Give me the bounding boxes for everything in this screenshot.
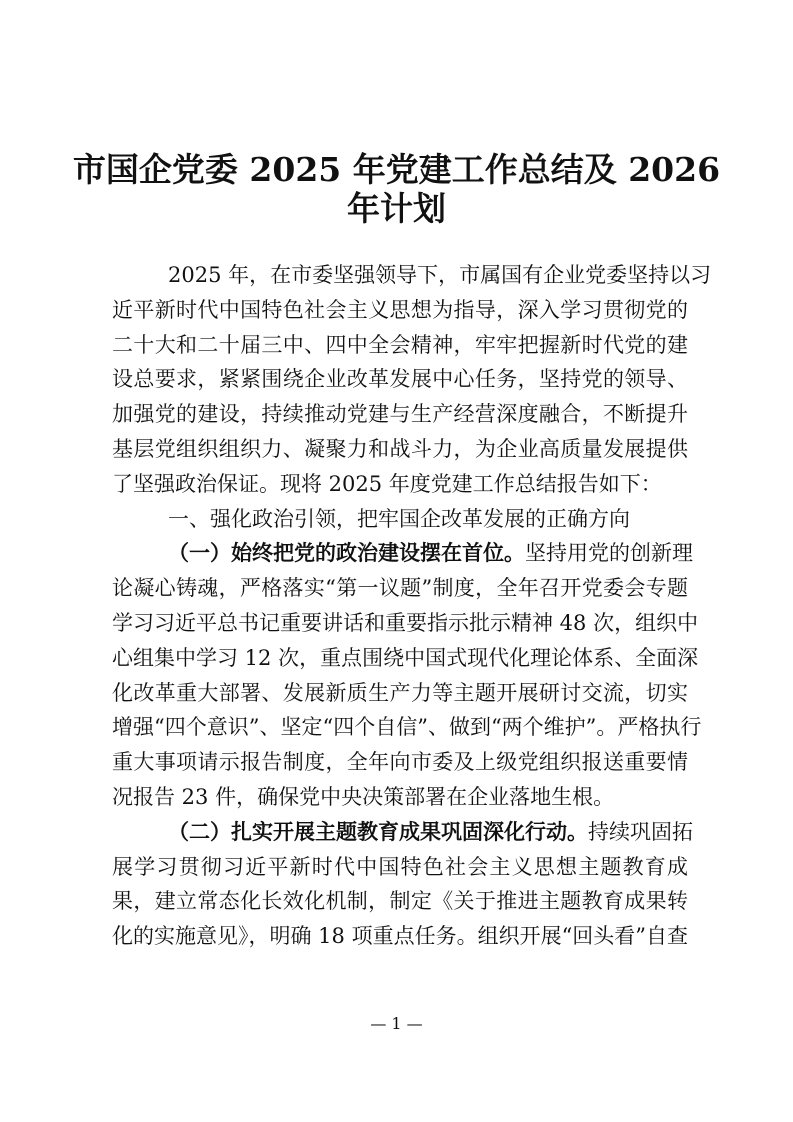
text-line: 了坚强政治保证。现将 2025 年度党建工作总结报告如下： bbox=[112, 471, 662, 496]
subsection-title: （二）扎实开展主题教育成果巩固深化行动。 bbox=[168, 818, 588, 844]
text-line: 重大事项请示报告制度，全年向市委及上级党组织报送重要情 bbox=[112, 750, 688, 775]
section-heading: 一、强化政治引领，把牢国企改革发展的正确方向 bbox=[168, 506, 630, 531]
text-segment: 坚持用党的创新理 bbox=[525, 541, 693, 566]
text-line bbox=[112, 815, 693, 850]
text-line: 果，建立常态化长效化机制，制定《关于推进主题教育成果转 bbox=[112, 889, 688, 914]
title-line: 年计划 bbox=[347, 189, 446, 228]
page-number: — 1 — bbox=[370, 1014, 423, 1033]
text-line: 2025 年，在市委坚强领导下，市属国有企业党委坚持以习 bbox=[168, 263, 712, 287]
text-line: 增强“四个意识”、坚定“四个自信”、做到“两个维护”。严格执行 bbox=[112, 715, 702, 740]
text-line: 二十大和二十届三中、四中全会精神，牢牢把握新时代党的建 bbox=[112, 332, 688, 357]
document-title bbox=[0, 150, 793, 228]
text-line: 加强党的建设，持续推动党建与生产经营深度融合，不断提升 bbox=[112, 402, 688, 427]
text-line: 化改革重大部署、发展新质生产力等主题开展研讨交流，切实 bbox=[112, 680, 688, 705]
text-line: 基层党组织组织力、凝聚力和战斗力，为企业高质量发展提供 bbox=[112, 436, 688, 461]
text-line: 学习习近平总书记重要讲话和重要指示批示精神 48 次，组织中 bbox=[112, 610, 699, 635]
text-line: 况报告 23 件，确保党中央决策部署在企业落地生根。 bbox=[112, 784, 615, 809]
text-line: 化的实施意见》，明确 18 项重点任务。组织开展“回头看”自查 bbox=[112, 924, 689, 949]
intro-paragraph bbox=[112, 258, 712, 502]
text-line: 论凝心铸魂，严格落实“第一议题”制度，全年召开党委会专题 bbox=[112, 576, 688, 601]
title-line: 市国企党委 2025 年党建工作总结及 2026 bbox=[72, 150, 721, 189]
text-line bbox=[112, 536, 693, 571]
text-segment: 持续巩固拓 bbox=[588, 819, 693, 844]
document-body bbox=[112, 258, 712, 954]
text-line: 展学习贯彻习近平新时代中国特色社会主义思想主题教育成 bbox=[112, 854, 688, 879]
subsection-title: （一）始终把党的政治建设摆在首位。 bbox=[168, 540, 525, 566]
section-1-paragraph bbox=[112, 536, 702, 814]
text-line: 近平新时代中国特色社会主义思想为指导，深入学习贯彻党的 bbox=[112, 297, 688, 322]
text-line: 设总要求，紧紧围绕企业改革发展中心任务，坚持党的领导、 bbox=[112, 367, 688, 392]
text-line: 心组集中学习 12 次，重点围绕中国式现代化理论体系、全面深 bbox=[112, 645, 699, 670]
section-2-paragraph bbox=[112, 815, 693, 954]
